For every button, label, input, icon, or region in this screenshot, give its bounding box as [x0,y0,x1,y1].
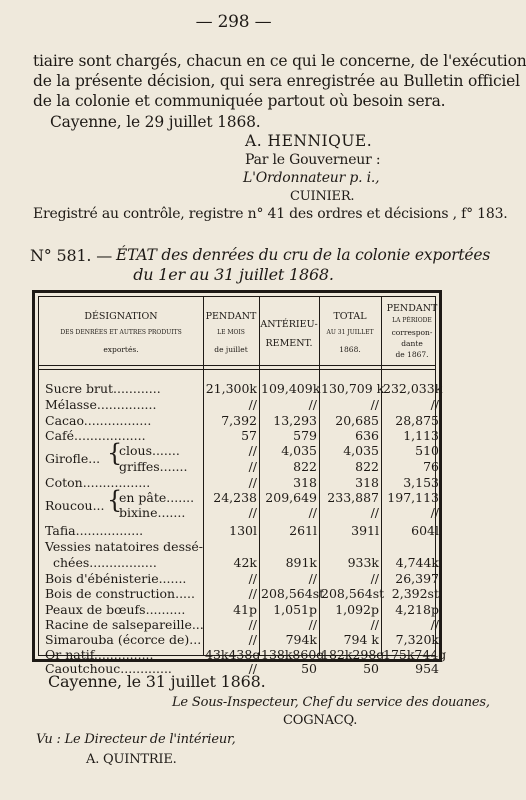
cell-periode-1867: 4,744k [395,555,439,570]
cell-anterieurement: 50 [301,661,317,676]
cell-total: 391l [351,523,379,538]
cell-anterieurement: // [308,571,317,586]
cell-pendant: 21,300k [205,381,257,396]
cell-pendant: // [248,632,257,647]
cell-periode-1867: 232,033k [383,381,443,396]
table-row [39,413,439,428]
header-pendant: PENDANT [205,311,257,322]
cell-periode-1867: 26,397 [395,571,439,586]
row-label: Coton................. [45,475,151,490]
cell-pendant: 7,392 [221,413,257,428]
cell-pendant: 57 [241,428,257,443]
header-pendant-sub2: de juillet [214,345,248,354]
row-label: en pâte....... [119,490,195,505]
cell-total: 182k298g [321,647,385,662]
cell-anterieurement: // [308,617,317,632]
inspector-title: Le Sous-Inspecteur, Chef du service des douanes, [172,695,490,710]
header-anterieurement-2: REMENT. [265,338,313,349]
cell-anterieurement: 13,293 [273,413,317,428]
brace: { [107,486,123,514]
row-label: griffes....... [119,459,188,474]
header-total-sub1: AU 31 JUILLET [326,329,374,336]
cell-total: 208,564st [321,586,385,601]
roucou-label: Roucou... [45,498,105,513]
page-number: — 298 — [195,12,272,32]
table-row [39,523,439,538]
cell-periode-1867: 2,392st [391,586,439,601]
cell-periode-1867: // [430,505,439,520]
cell-total: // [370,571,379,586]
cell-total: 4,035 [343,443,379,458]
cell-anterieurement: 208,564st [261,586,325,601]
cell-periode-1867: // [430,397,439,412]
cell-anterieurement: 318 [293,475,317,490]
ordonnateur: L'Ordonnateur p. i., [243,170,380,186]
cell-periode-1867: 76 [423,459,439,474]
cell-pendant: 130l [229,523,257,538]
table-row [39,505,439,520]
cell-pendant: // [248,397,257,412]
cell-total: 822 [355,459,379,474]
signer-quintrie: A. QUINTRIE. [86,752,177,767]
cell-total: 636 [355,428,379,443]
cell-total: 933k [347,555,379,570]
cell-anterieurement: 261l [289,523,317,538]
row-label: Or natif............... [45,647,154,662]
cell-periode-1867: 954 [415,661,439,676]
row-label: Cacao................. [45,413,152,428]
cell-total: // [370,617,379,632]
cell-total: 318 [355,475,379,490]
cell-pendant: // [248,443,257,458]
table-row [39,381,443,396]
table-row [39,647,447,662]
header-periode-1: LA PÉRIODE [392,317,432,324]
cell-periode-1867: 197,113 [387,490,439,505]
cell-pendant: // [248,586,257,601]
intro-line-1: tiaire sont chargés, chacun en ce qui le concerne, de l'exécution [33,52,526,70]
row-label: Tafia................. [45,523,144,538]
row-label: Bois d'ébénisterie....... [45,571,187,586]
header-periode-2: correspon- [391,328,433,337]
document-title-line-1: ÉTAT des denrées du cru de la colonie exportées [116,246,491,264]
cell-anterieurement: 209,649 [265,490,317,505]
cell-periode-1867: 7,320k [395,632,439,647]
row-label: Mélasse............... [45,397,157,412]
table-row [39,586,439,601]
table-row [39,459,439,474]
row-label: Racine de salsepareille... [45,617,204,632]
vu-directeur: Vu : Le Directeur de l'intérieur, [36,732,236,747]
cell-pendant: // [248,475,257,490]
by-governor: Par le Gouverneur : [245,152,381,168]
cell-anterieurement: 579 [293,428,317,443]
cell-pendant: 42k [233,555,257,570]
cell-anterieurement: 109,409k [261,381,321,396]
row-label: clous....... [119,443,180,458]
cell-periode-1867: 4,218p [395,602,439,617]
cell-anterieurement: 794k [285,632,317,647]
row-label: Simarouba (écorce de)... [45,632,202,647]
closing-place-date: Cayenne, le 31 juillet 1868. [48,672,266,691]
cell-periode-1867: 28,875 [395,413,439,428]
table-row [39,443,439,458]
header-anterieurement-1: ANTÉRIEU- [260,319,318,330]
document-number: N° 581. — [30,246,112,265]
cell-pendant: 41p [233,602,257,617]
brace: { [107,439,123,467]
table-row [39,571,439,586]
exports-table [32,290,447,676]
cell-pendant: // [248,571,257,586]
first-place-date: Cayenne, le 29 juillet 1868. [50,113,261,131]
cell-total: 233,887 [327,490,379,505]
cell-anterieurement: 138k860g [261,647,325,662]
cell-periode-1867: 510 [415,443,439,458]
row-label: Vessies natatoires dessé- [45,539,204,554]
cell-pendant: 24,238 [213,490,257,505]
intro-line-3: de la colonie et communiquée partout où besoin sera. [33,92,446,110]
signer-hennique: A. HENNIQUE. [245,132,373,150]
cell-anterieurement: 4,035 [281,443,317,458]
row-label: Café.................. [45,428,146,443]
row-label: Bois de construction..... [45,586,195,601]
table-row [39,428,439,443]
cell-pendant: // [248,505,257,520]
cell-total: // [370,505,379,520]
cell-pendant: // [248,459,257,474]
header-periode-3: dante [401,339,423,348]
table-row [39,617,439,632]
cell-total: 1,092p [335,602,379,617]
header-designation-sub1: DES DENRÉES ET AUTRES PRODUITS [60,329,182,336]
cell-total: // [370,397,379,412]
header-divider [39,369,435,370]
cell-periode-1867: 175k744g [383,647,447,662]
table-row [39,632,439,647]
document-title-line-2: du 1er au 31 juillet 1868. [133,265,334,284]
table-row [39,475,439,490]
cell-total: 794 k [343,632,379,647]
signer-cognacq: COGNACQ. [283,713,358,728]
registration-note: Eregistré au contrôle, registre n° 41 des ordres et décisions , f° 183. [33,206,508,222]
header-divider [39,365,435,366]
cell-periode-1867: 604l [411,523,439,538]
girofle-label: Girofle... [45,451,101,466]
cell-total: 20,685 [335,413,379,428]
signer-cuinier: CUINIER. [290,189,355,204]
cell-anterieurement: 1,051p [273,602,317,617]
header-pendant-2: PENDANT [386,303,438,314]
header-designation: DÉSIGNATION [84,311,158,322]
table-row [39,602,439,617]
row-label: Sucre brut............ [45,381,161,396]
cell-total: 130,709 k [321,381,385,396]
row-label: Caoutchouc............. [45,661,172,676]
cell-total: 50 [363,661,379,676]
row-label: Peaux de bœufs.......... [45,602,186,617]
table-row [39,490,439,505]
cell-pendant: // [248,617,257,632]
table-row [39,539,435,554]
cell-anterieurement: 822 [293,459,317,474]
table-row [39,397,439,412]
header-total: TOTAL [333,311,367,322]
header-total-sub2: 1868. [339,345,361,354]
cell-pendant: 43k438g [205,647,261,662]
cell-pendant: // [248,661,257,676]
cell-anterieurement: // [308,505,317,520]
row-label: bixine....... [119,505,186,520]
header-designation-sub2: exportés. [103,345,139,354]
cell-periode-1867: 1,113 [403,428,439,443]
table-row [39,555,439,570]
cell-anterieurement: // [308,397,317,412]
intro-line-2: de la présente décision, qui sera enregistrée au Bulletin officiel [33,72,520,90]
header-periode-4: de 1867. [395,350,429,359]
cell-anterieurement: 891k [285,555,317,570]
header-pendant-sub1: LE MOIS [217,329,245,336]
row-label: chées................. [53,555,157,570]
cell-periode-1867: 3,153 [403,475,439,490]
cell-periode-1867: // [430,617,439,632]
